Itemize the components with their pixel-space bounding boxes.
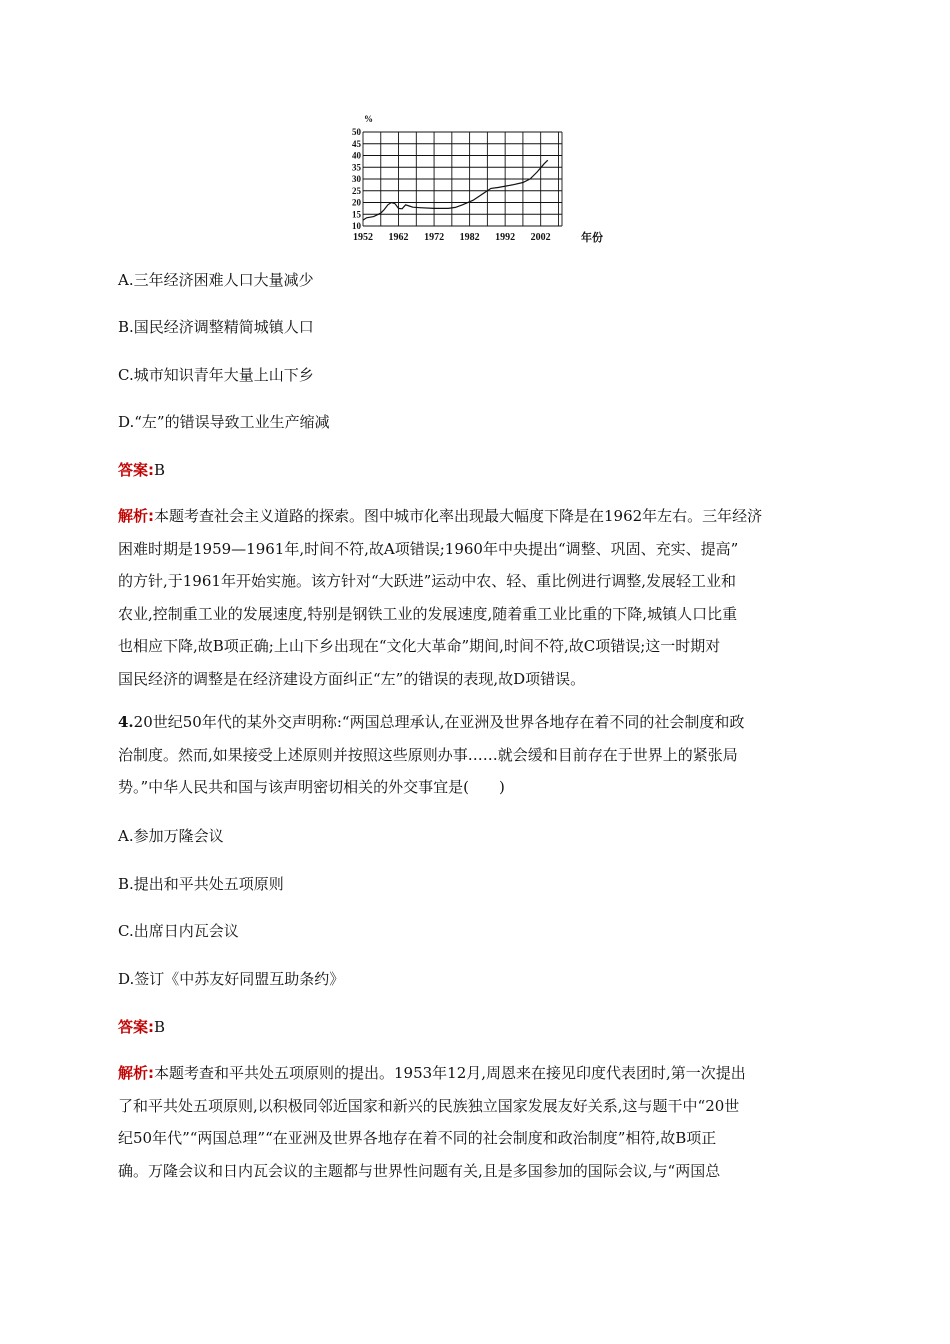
- stem-line: 势。”中华人民共和国与该声明密切相关的外交事宜是( ): [118, 778, 505, 796]
- x-tick-label: 2002: [530, 232, 551, 243]
- y-tick-label: 25: [352, 185, 361, 196]
- analysis-line: 的方针,于1961年开始实施。该方针对“大跃进”运动中农、轻、重比例进行调整,发展轻工业和: [118, 572, 737, 590]
- y-tick-label: 10: [352, 221, 361, 231]
- y-tick-label: 45: [352, 138, 361, 149]
- q3-option-d: D.“左”的错误导致工业生产缩减: [118, 413, 330, 431]
- chart-grid: [363, 132, 562, 226]
- q4-answer: [118, 1017, 165, 1037]
- x-tick-label: 1972: [424, 232, 445, 243]
- q3-analysis: [118, 500, 838, 695]
- analysis-line: 确。万隆会议和日内瓦会议的主题都与世界性问题有关,且是多国参加的国际会议,与“两国总: [118, 1161, 721, 1180]
- q4-option-a: A.参加万隆会议: [118, 827, 224, 845]
- answer-label: 答案:: [118, 1018, 154, 1036]
- analysis-line: 也相应下降,故B项正确;上山下乡出现在“文化大革命”期间,时间不符,故C项错误;这一时期对: [118, 637, 721, 655]
- q3-option-b: B.国民经济调整精简城镇人口: [118, 318, 314, 336]
- urbanization-rate-line: [363, 160, 548, 220]
- stem-line: 治制度。然而,如果接受上述原则并按照这些原则办事……就会缓和目前存在于世界上的紧张局: [118, 745, 738, 764]
- q3-option-a: A.三年经济困难人口大量减少: [118, 271, 314, 289]
- analysis-line: 本题考查社会主义道路的探索。图中城市化率出现最大幅度下降是在1962年左右。三年经济: [154, 507, 763, 525]
- y-tick-labels: [352, 127, 362, 231]
- analysis-label: 解析:: [118, 1064, 154, 1082]
- y-tick-label: 30: [352, 174, 361, 184]
- y-tick-label: 35: [352, 162, 361, 173]
- q4-option-b: B.提出和平共处五项原则: [118, 875, 284, 893]
- answer-label: 答案:: [118, 461, 154, 479]
- q4-analysis: [118, 1057, 838, 1187]
- analysis-label: 解析:: [118, 507, 154, 525]
- analysis-line: 农业,控制重工业的发展速度,特别是钢铁工业的发展速度,随着重工业比重的下降,城镇人口比重: [118, 604, 738, 623]
- q3-option-c: C.城市知识青年大量上山下乡: [118, 366, 314, 384]
- y-axis-unit-label: %: [364, 114, 373, 124]
- x-tick-label: 1982: [459, 232, 480, 243]
- y-tick-label: 20: [352, 197, 361, 208]
- q4-option-d: D.签订《中苏友好同盟互助条约》: [118, 970, 345, 988]
- x-tick-labels: [353, 232, 551, 243]
- y-tick-label: 15: [352, 209, 361, 220]
- analysis-line: 纪50年代”“两国总理”“在亚洲及世界各地存在着不同的社会制度和政治制度”相符,故B项正: [118, 1129, 717, 1147]
- question-number: 4.: [118, 713, 134, 731]
- stem-line: 20世纪50年代的某外交声明称:“两国总理承认,在亚洲及世界各地存在着不同的社会制度和政: [133, 713, 745, 731]
- y-tick-label: 50: [352, 127, 361, 137]
- q4-option-c: C.出席日内瓦会议: [118, 922, 239, 940]
- answer-value: B: [154, 461, 166, 479]
- x-tick-label: 1952: [353, 232, 373, 243]
- q4-stem: [118, 706, 838, 804]
- analysis-line: 国民经济的调整是在经济建设方面纠正“左”的错误的表现,故D项错误。: [118, 669, 586, 688]
- x-tick-label: 1992: [495, 232, 516, 243]
- x-axis-label: 年份: [581, 232, 603, 244]
- x-tick-label: 1962: [388, 232, 409, 243]
- q3-answer: [118, 460, 165, 480]
- answer-value: B: [154, 1018, 166, 1036]
- urbanization-line-chart: [335, 112, 615, 247]
- analysis-line: 困难时期是1959—1961年,时间不符,故A项错误;1960年中央提出“调整、巩固、充实、提高”: [118, 539, 739, 558]
- y-tick-label: 40: [352, 150, 361, 161]
- analysis-line: 本题考查和平共处五项原则的提出。1953年12月,周恩来在接见印度代表团时,第一次提出: [154, 1064, 746, 1082]
- analysis-line: 了和平共处五项原则,以积极同邻近国家和新兴的民族独立国家发展友好关系,这与题干中“20世: [118, 1096, 740, 1115]
